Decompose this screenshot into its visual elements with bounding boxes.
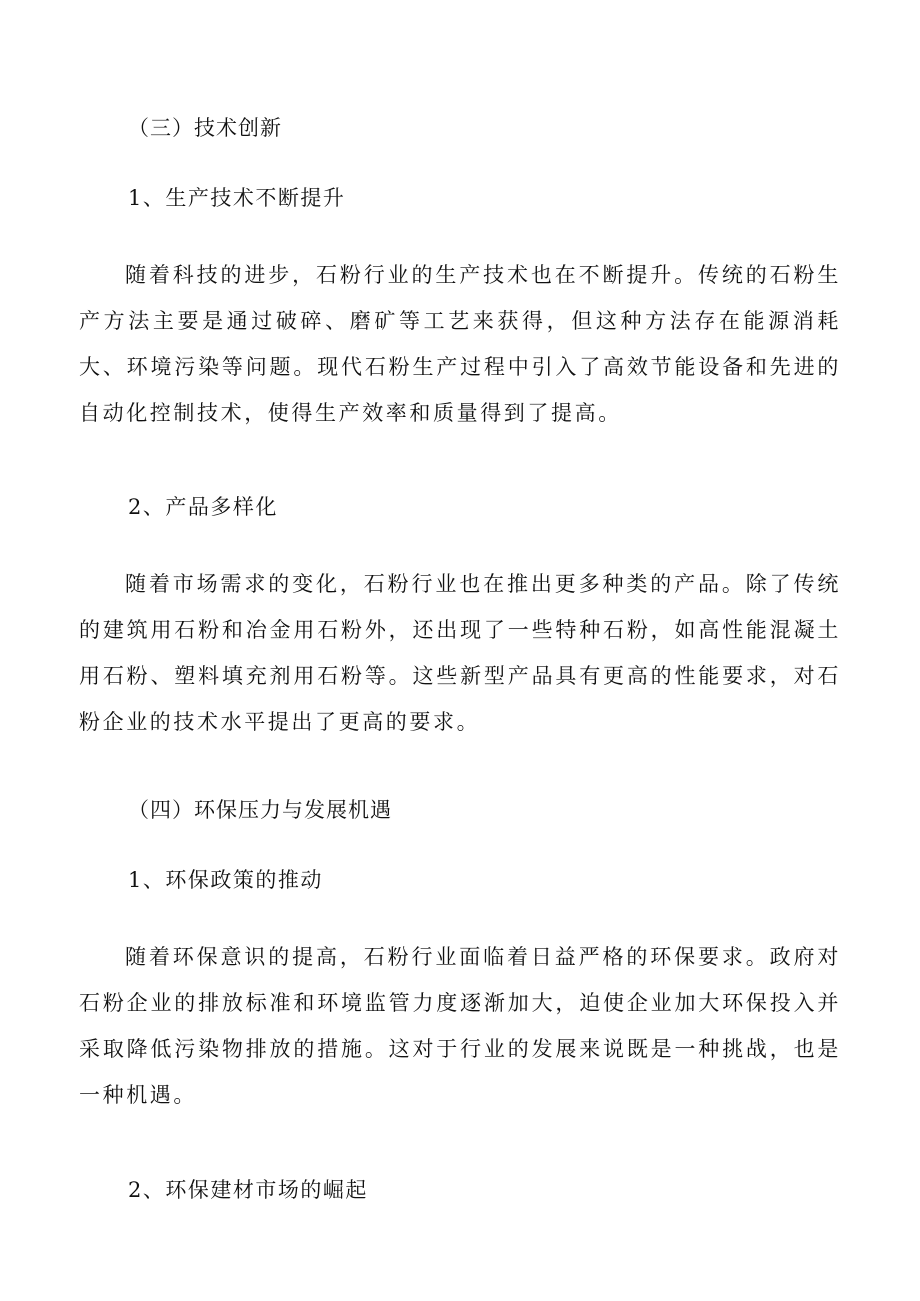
subheading-product-diversification: 2、产品多样化	[128, 495, 278, 519]
section-heading-tech-innovation: （三）技术创新	[128, 116, 282, 140]
paragraph-product-diversification: 随着市场需求的变化，石粉行业也在推出更多种类的产品。除了传统的建筑用石粉和冶金用石粉外，还出现了一些特种石粉，如高性能混凝土用石粉、塑料填充剂用石粉等。这些新型产品具有更高的性能要求，对石粉企业的技术水平提出了更高的要求。	[79, 572, 841, 734]
paragraph-production-tech: 随着科技的进步，石粉行业的生产技术也在不断提升。传统的石粉生产方法主要是通过破碎、磨矿等工艺来获得，但这种方法存在能源消耗大、环境污染等问题。现代石粉生产过程中引入了高效节能设备和先进的自动化控制技术，使得生产效率和质量得到了提高。	[79, 263, 841, 425]
subheading-environmental-policy: 1、环保政策的推动	[128, 868, 323, 892]
paragraph-environmental-policy: 随着环保意识的提高，石粉行业面临着日益严格的环保要求。政府对石粉企业的排放标准和环境监管力度逐渐加大，迫使企业加大环保投入并采取降低污染物排放的措施。这对于行业的发展来说既是一种挑战，也是一种机遇。	[79, 945, 841, 1107]
subheading-green-building-market: 2、环保建材市场的崛起	[128, 1178, 368, 1202]
subheading-production-tech: 1、生产技术不断提升	[128, 186, 346, 210]
section-heading-environmental-pressure: （四）环保压力与发展机遇	[128, 798, 392, 822]
